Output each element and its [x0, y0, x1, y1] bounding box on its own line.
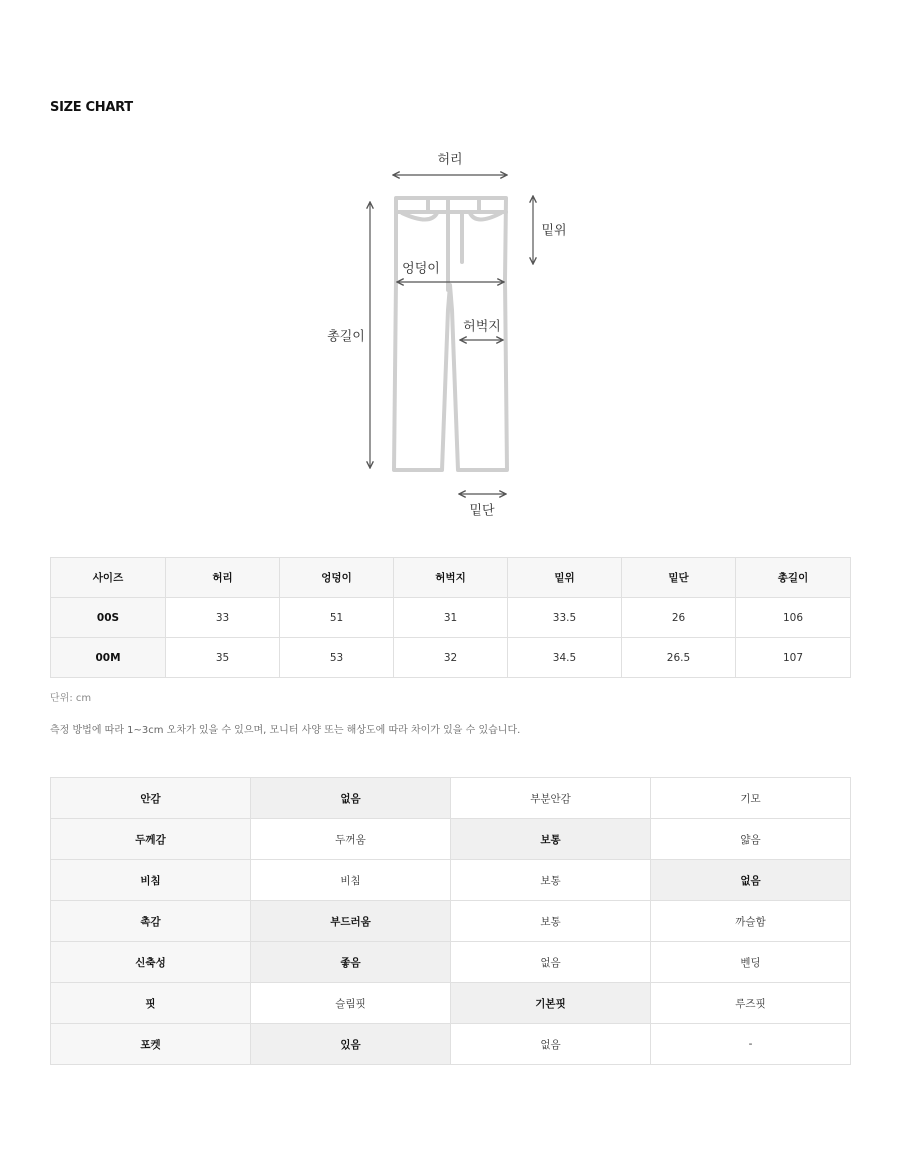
diagram-label-thigh: 허벅지	[463, 319, 501, 335]
attribute-row	[51, 901, 851, 942]
attribute-label: 촉감	[51, 901, 251, 942]
attribute-label: 포켓	[51, 1024, 251, 1065]
table-cell: 33	[166, 598, 280, 638]
attribute-row	[51, 1024, 851, 1065]
attribute-row	[51, 860, 851, 901]
attribute-option: 보통	[451, 819, 651, 860]
attribute-option: 얇음	[651, 819, 851, 860]
diagram-label-hip: 엉덩이	[402, 261, 440, 277]
diagram-label-rise: 밑위	[541, 223, 567, 239]
table-cell: 34.5	[508, 638, 622, 678]
table-cell: 35	[166, 638, 280, 678]
attribute-option: 없음	[451, 942, 651, 983]
attribute-row	[51, 819, 851, 860]
size-table-header	[51, 558, 851, 598]
measure-note: 측정 방법에 따라 1~3cm 오차가 있을 수 있으며, 모니터 사양 또는 해상도에 따라 차이가 있을 수 있습니다.	[50, 725, 521, 736]
attribute-option: 기모	[651, 778, 851, 819]
table-row	[51, 638, 851, 678]
attribute-option: 보통	[451, 901, 651, 942]
table-cell: 32	[394, 638, 508, 678]
attribute-label: 안감	[51, 778, 251, 819]
attribute-option: 비침	[251, 860, 451, 901]
header-cell: 총길이	[736, 558, 851, 598]
header-cell: 허리	[166, 558, 280, 598]
attribute-option: 있음	[251, 1024, 451, 1065]
table-cell: 31	[394, 598, 508, 638]
attribute-option: 부드러움	[251, 901, 451, 942]
table-cell: 33.5	[508, 598, 622, 638]
diagram-label-total-length: 총길이	[327, 329, 365, 345]
attribute-option: 벤딩	[651, 942, 851, 983]
attribute-row	[51, 942, 851, 983]
attribute-option: 기본핏	[451, 983, 651, 1024]
attribute-option: 보통	[451, 860, 651, 901]
table-row	[51, 598, 851, 638]
table-cell: 51	[280, 598, 394, 638]
attribute-table	[50, 777, 851, 1065]
attribute-label: 두께감	[51, 819, 251, 860]
size-table	[50, 557, 851, 678]
attribute-row	[51, 778, 851, 819]
table-cell: 26.5	[622, 638, 736, 678]
attribute-option: 없음	[651, 860, 851, 901]
diagram-label-hem: 밑단	[469, 503, 495, 519]
diagram-label-waist: 허리	[437, 152, 463, 168]
unit-note: 단위: cm	[50, 693, 92, 704]
table-cell: 53	[280, 638, 394, 678]
attribute-option: 까슬함	[651, 901, 851, 942]
attribute-label: 핏	[51, 983, 251, 1024]
attribute-option: 없음	[451, 1024, 651, 1065]
attribute-row	[51, 983, 851, 1024]
attribute-option: 두꺼움	[251, 819, 451, 860]
size-name-cell: 00S	[51, 598, 166, 638]
attribute-option: -	[651, 1024, 851, 1065]
attribute-option: 없음	[251, 778, 451, 819]
attribute-label: 신축성	[51, 942, 251, 983]
table-cell: 106	[736, 598, 851, 638]
table-cell: 26	[622, 598, 736, 638]
attribute-option: 슬림핏	[251, 983, 451, 1024]
header-cell: 사이즈	[51, 558, 166, 598]
attribute-option: 좋음	[251, 942, 451, 983]
size-name-cell: 00M	[51, 638, 166, 678]
header-cell: 밑위	[508, 558, 622, 598]
table-cell: 107	[736, 638, 851, 678]
attribute-option: 부분안감	[451, 778, 651, 819]
page-title: SIZE CHART	[50, 100, 133, 115]
header-cell: 허벅지	[394, 558, 508, 598]
attribute-label: 비침	[51, 860, 251, 901]
attribute-option: 루즈핏	[651, 983, 851, 1024]
pants-diagram	[0, 140, 900, 530]
header-cell: 밑단	[622, 558, 736, 598]
header-cell: 엉덩이	[280, 558, 394, 598]
